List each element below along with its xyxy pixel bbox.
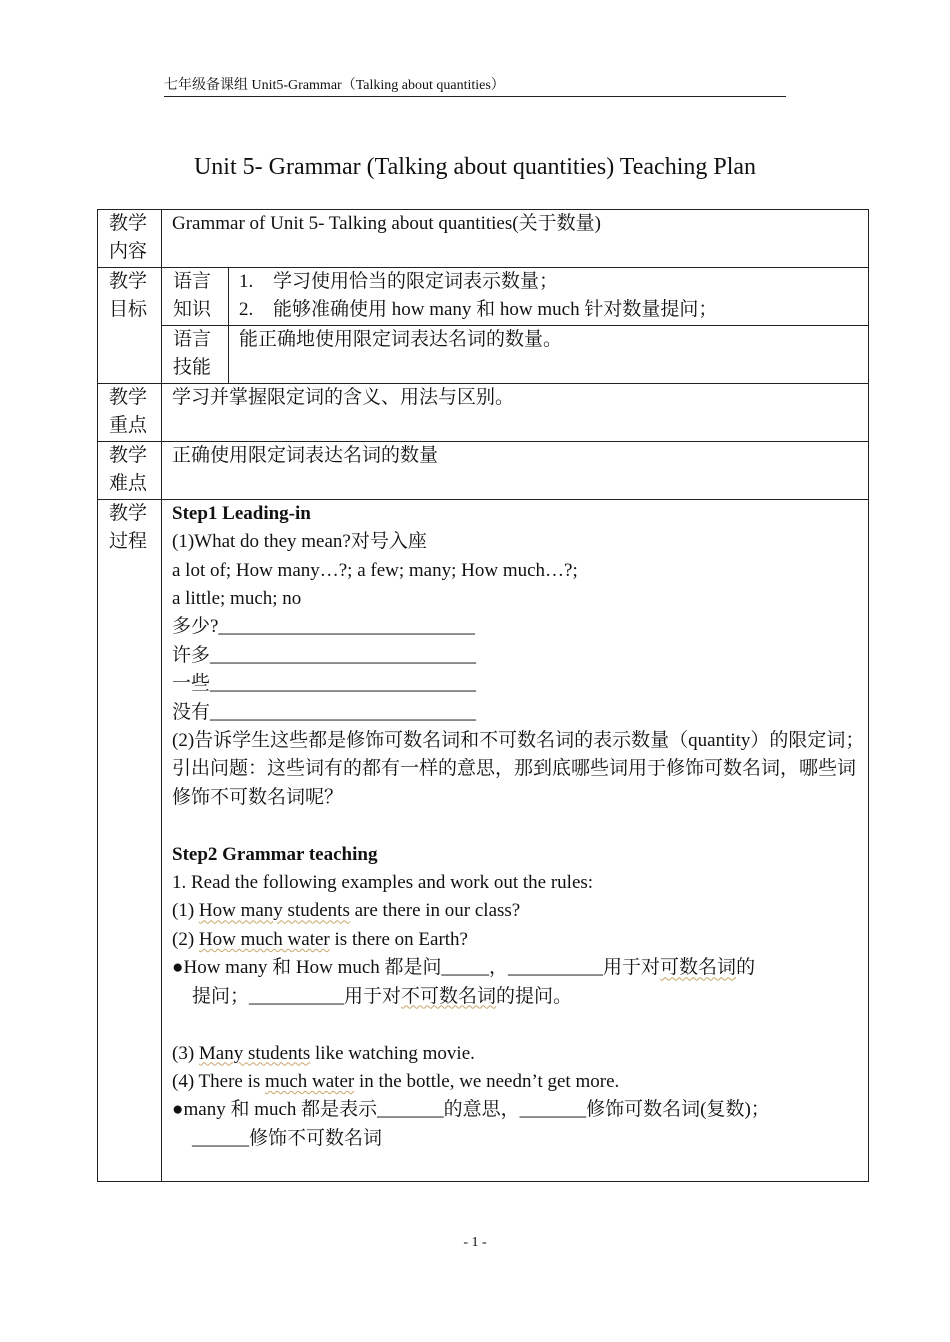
example-1: (1) How many students are there in our class? — [172, 900, 521, 922]
spacer — [172, 812, 868, 840]
rule-2-cont: ______修饰不可数名词 — [192, 1127, 383, 1149]
goal-item-1: 1. 学习使用恰当的限定词表示数量； — [239, 271, 559, 292]
skill-text: 能正确地使用限定词表达名词的数量。 — [229, 326, 869, 384]
spacer — [172, 1011, 868, 1039]
label-skill: 语言 技能 — [162, 326, 229, 384]
row-difficulty — [98, 442, 869, 500]
step1-paragraph-2: (2)告诉学生这些都是修饰可数名词和不可数名词的表示数量（quantity）的限定词；引出问题：这些词有的都有一样的意思，那到底哪些词用于修饰可数名词，哪些词修饰不可数名词呢？ — [172, 730, 865, 808]
step1-title: Step1 Leading-in — [172, 502, 311, 524]
focus-text: 学习并掌握限定词的含义、用法与区别。 — [162, 384, 869, 442]
label-knowledge: 语言 知识 — [162, 268, 229, 326]
label-content: 教学 内容 — [98, 210, 162, 268]
example-4: (4) There is much water in the bottle, we needn’t get more. — [172, 1070, 620, 1092]
example-3: (3) Many students like watching movie. — [172, 1042, 475, 1064]
rule-1-cont: 提问；__________用于对不可数名词的提问。 — [192, 985, 573, 1007]
row-process — [98, 499, 869, 1181]
step2-title: Step2 Grammar teaching — [172, 843, 378, 865]
rule-1: ●How many 和 How much 都是问_____，__________用于对可数名词的 — [172, 957, 756, 979]
row-content — [98, 210, 869, 268]
knowledge-list — [229, 268, 869, 326]
rule-2: ●many 和 much 都是表示_______的意思，_______修饰可数名词(复数)； — [172, 1099, 770, 1121]
label-difficulty: 教学 难点 — [98, 442, 162, 500]
match-blank-2: 许多____________________________ — [172, 644, 477, 666]
header-text: 七年级备课组 Unit5-Grammar（Talking about quantities） — [164, 78, 505, 93]
step1-question: (1)What do they mean?对号入座 — [172, 531, 427, 553]
page-number: - 1 - — [463, 1235, 487, 1250]
row-objective-skill — [98, 326, 869, 384]
label-focus: 教学 重点 — [98, 384, 162, 442]
example-2: (2) How much water is there on Earth? — [172, 928, 468, 950]
content-text: Grammar of Unit 5- Talking about quantities(关于数量) — [162, 210, 869, 268]
words-line-1: a lot of; How many…?; a few; many; How much…?; — [172, 559, 578, 581]
step2-intro: 1. Read the following examples and work out the rules: — [172, 872, 594, 894]
document-title: Unit 5- Grammar (Talking about quantities) Teaching Plan — [193, 154, 757, 180]
label-process: 教学 过程 — [98, 499, 162, 1181]
goal-item-2: 2. 能够准确使用 how many 和 how much 针对数量提问； — [239, 299, 718, 321]
match-blank-3: 一些____________________________ — [172, 673, 477, 695]
process-content — [162, 499, 869, 1181]
teaching-plan-table — [97, 209, 869, 1182]
row-objective-knowledge — [98, 268, 869, 326]
match-blank-4: 没有____________________________ — [172, 701, 477, 723]
label-objective: 教学 目标 — [98, 268, 162, 384]
difficulty-text: 正确使用限定词表达名词的数量 — [162, 442, 869, 500]
match-blank-1: 多少?___________________________ — [172, 616, 475, 638]
words-line-2: a little; much; no — [172, 588, 302, 610]
row-focus — [98, 384, 869, 442]
page-header — [164, 76, 786, 97]
